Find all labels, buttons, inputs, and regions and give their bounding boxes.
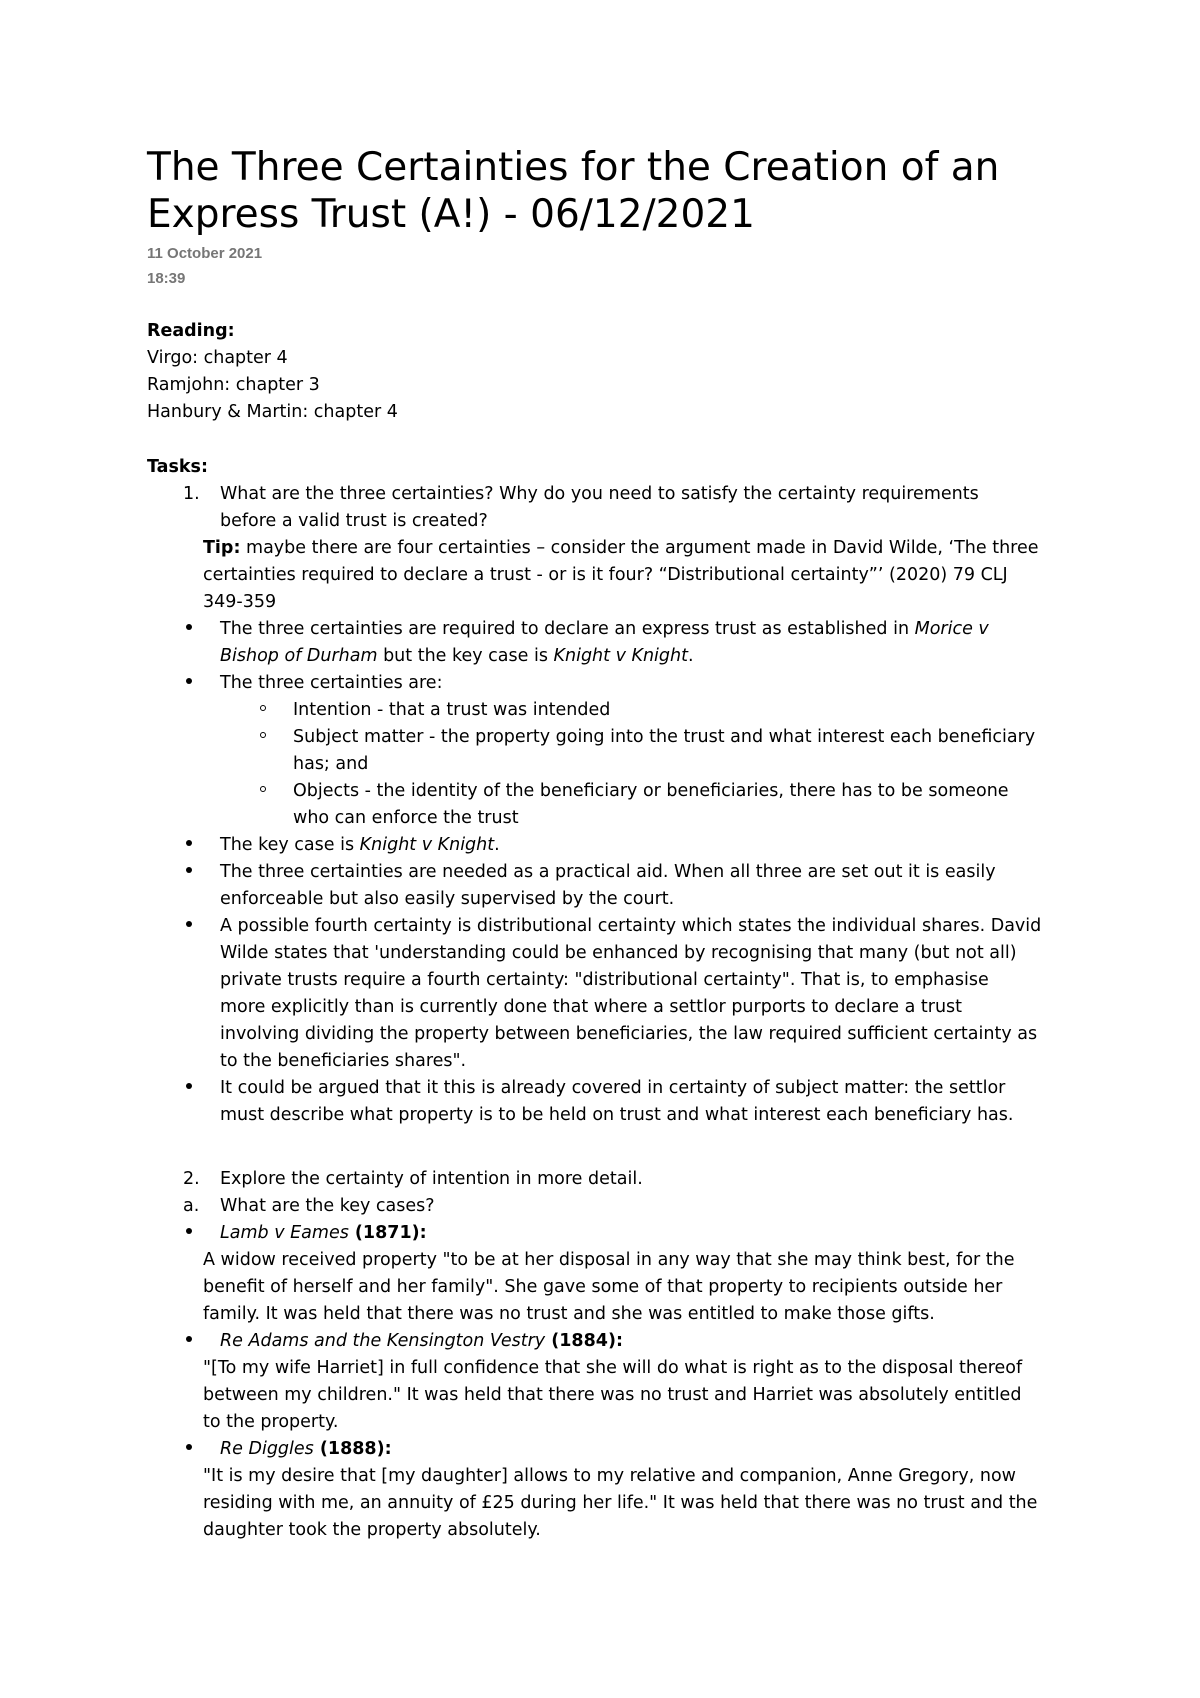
list-item-cont: more explicitly than is currently done that where a settlor purports to declare a trust — [220, 997, 963, 1017]
sub-task-question: What are the key cases? — [220, 1196, 435, 1216]
list-item-cont: Wilde states that 'understanding could be enhanced by recognising that many (but not all) — [220, 943, 1017, 963]
created-date: 11 October 2021 — [147, 245, 263, 262]
task-question: before a valid trust is created? — [220, 511, 488, 531]
bullet-icon — [186, 624, 192, 630]
list-item: The three certainties are needed as a practical aid. When all three are set out it is easily — [220, 862, 996, 882]
reading-item: Hanbury & Martin: chapter 4 — [147, 402, 398, 422]
tip-label: Tip: — [203, 538, 241, 558]
bullet-icon — [186, 840, 192, 846]
bullet-icon — [186, 1336, 192, 1342]
tasks-heading: Tasks: — [147, 457, 208, 477]
reading-heading: Reading: — [147, 321, 235, 341]
bullet-icon — [186, 921, 192, 927]
case-text: between my children." It was held that there was no trust and Harriet was absolutely entitled — [203, 1385, 1022, 1405]
sub-list-item-cont: has; and — [293, 754, 369, 774]
list-item: The key case is Knight v Knight. — [220, 835, 500, 855]
list-item: A possible fourth certainty is distributional certainty which states the individual shares. David — [220, 916, 1042, 936]
case-text: family. It was held that there was no trust and she was entitled to make those gifts. — [203, 1304, 935, 1324]
case-heading: Re Diggles (1888): — [220, 1439, 392, 1459]
sub-bullet-icon — [260, 732, 266, 738]
sub-task-letter: a. — [183, 1196, 200, 1216]
created-time: 18:39 — [147, 270, 186, 287]
sub-bullet-icon — [260, 786, 266, 792]
reading-item: Virgo: chapter 4 — [147, 348, 288, 368]
case-text: to the property. — [203, 1412, 339, 1432]
task-question: Explore the certainty of intention in more detail. — [220, 1169, 643, 1189]
list-item: The three certainties are required to declare an express trust as established in Morice v — [220, 619, 989, 639]
case-text: A widow received property "to be at her disposal in any way that she may think best, for the — [203, 1250, 1015, 1270]
task-number: 2. — [183, 1169, 200, 1189]
task-question: What are the three certainties? Why do you need to satisfy the certainty requirements — [220, 484, 979, 504]
tip-line — [203, 535, 1039, 562]
sub-list-item: Objects - the identity of the beneficiary or beneficiaries, there has to be someone — [293, 781, 1009, 801]
case-heading: Re Adams and the Kensington Vestry (1884): — [220, 1331, 623, 1351]
sub-list-item: Subject matter - the property going into the trust and what interest each beneficiary — [293, 727, 1036, 747]
list-item-cont: involving dividing the property between beneficiaries, the law required sufficient certainty as — [220, 1024, 1038, 1044]
case-text: "It is my desire that [my daughter] allows to my relative and companion, Anne Gregory, now — [203, 1466, 1016, 1486]
case-text: daughter took the property absolutely. — [203, 1520, 541, 1540]
bullet-icon — [186, 1083, 192, 1089]
reading-item: Ramjohn: chapter 3 — [147, 375, 320, 395]
task-number: 1. — [183, 484, 200, 504]
sub-bullet-icon — [260, 705, 266, 711]
case-text: "[To my wife Harriet] in full confidence that she will do what is right as to the disposal thereof — [203, 1358, 1023, 1378]
list-item: The three certainties are: — [220, 673, 443, 693]
bullet-icon — [186, 867, 192, 873]
list-item-cont: Bishop of Durham but the key case is Knight v Knight. — [220, 646, 694, 666]
list-item-cont: private trusts require a fourth certainty: "distributional certainty". That is, to emphasise — [220, 970, 989, 990]
case-text: residing with me, an annuity of £25 during her life." It was held that there was no trust and the — [203, 1493, 1038, 1513]
sub-list-item-cont: who can enforce the trust — [293, 808, 519, 828]
list-item-cont: must describe what property is to be held on trust and what interest each beneficiary has. — [220, 1105, 1014, 1125]
list-item: It could be argued that it this is already covered in certainty of subject matter: the settlor — [220, 1078, 1006, 1098]
tip-line: certainties required to declare a trust - or is it four? “Distributional certainty”’ (2020) 79 CLJ — [203, 565, 1008, 585]
case-text: benefit of herself and her family". She gave some of that property to recipients outside her — [203, 1277, 1003, 1297]
bullet-icon — [186, 1228, 192, 1234]
list-item-cont: to the beneficiaries shares". — [220, 1051, 467, 1071]
list-item-cont: enforceable but also easily supervised by the court. — [220, 889, 675, 909]
sub-list-item: Intention - that a trust was intended — [293, 700, 611, 720]
bullet-icon — [186, 1444, 192, 1450]
tip-line: 349-359 — [203, 592, 277, 612]
page-title-line-2: Express Trust (A!) - 06/12/2021 — [147, 192, 755, 237]
tip-text: maybe there are four certainties – consider the argument made in David Wilde, ‘The three — [240, 538, 1039, 558]
case-heading: Lamb v Eames (1871): — [220, 1223, 427, 1243]
page-title-line-1: The Three Certainties for the Creation of an — [147, 145, 1000, 190]
bullet-icon — [186, 678, 192, 684]
